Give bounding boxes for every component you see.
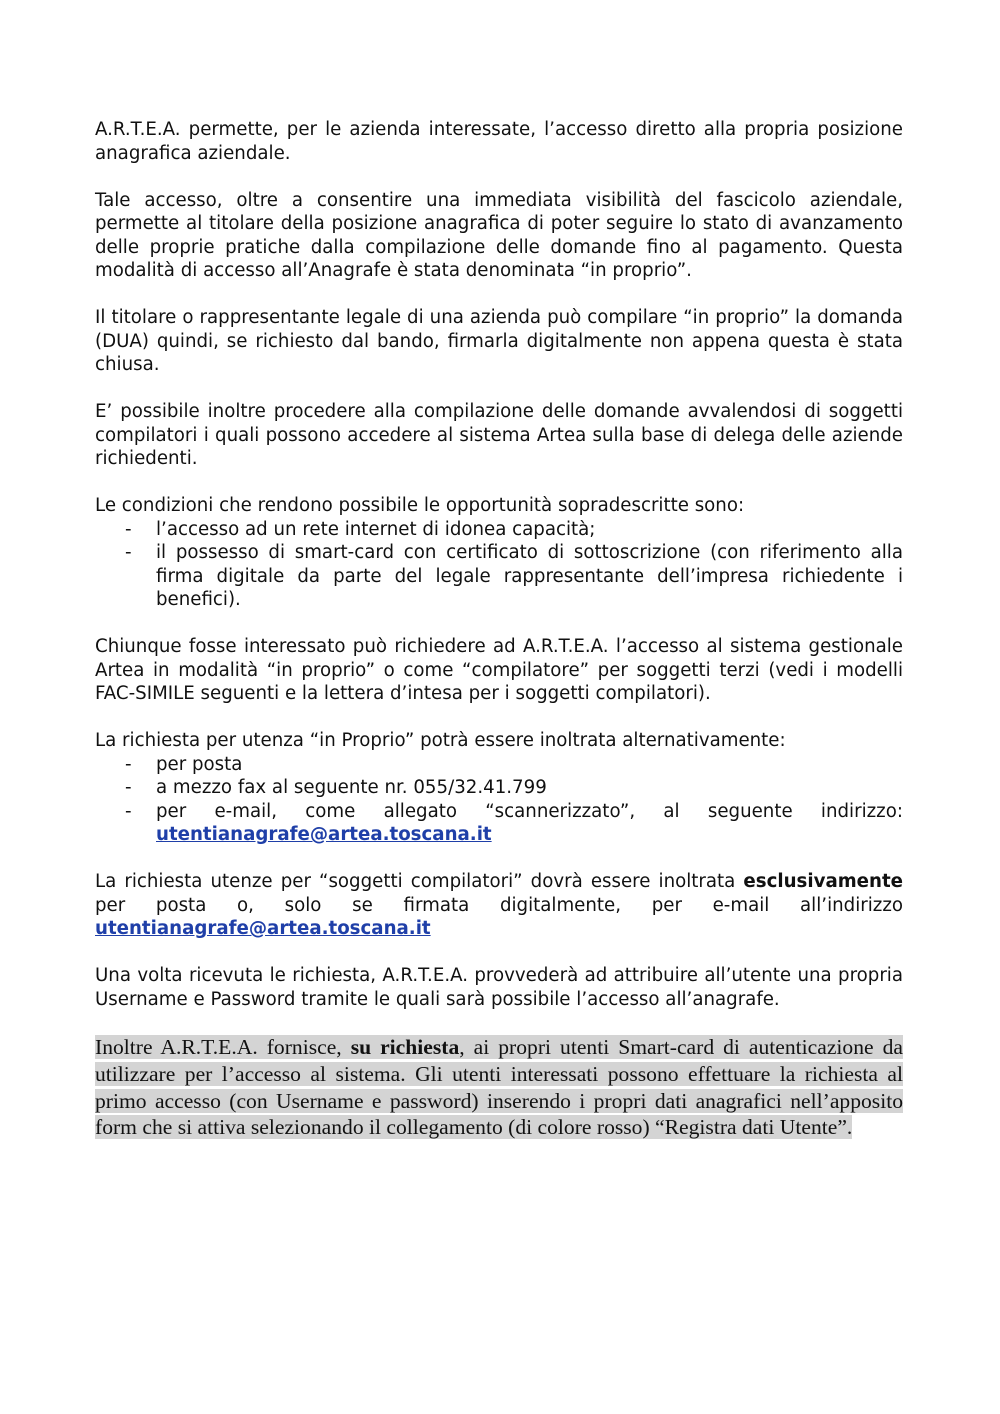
- paragraph-legal-representative: Il titolare o rappresentante legale di una azienda può compilare “in proprio” la domanda (DUA) quindi, se richiesto dal bando, firmarla digitalmente non appena questa è stata chiusa.: [95, 307, 903, 375]
- paragraph-intro: A.R.T.E.A. permette, per le azienda interessate, l’accesso diretto alla propria posizione anagrafica aziendale.: [95, 119, 903, 164]
- list-item: - per posta: [125, 753, 243, 775]
- dash-bullet: -: [125, 777, 132, 798]
- paragraph-credentials: Una volta ricevuta le richiesta, A.R.T.E.A. provvederà ad attribuire all’utente una propria Username e Password tramite le quali sarà possibile l’accesso all’anagrafe.: [95, 965, 903, 1010]
- dash-bullet: -: [125, 753, 132, 775]
- list-item: - per e-mail, come allegato “scannerizzato”, al seguente indirizzo: utentianagrafe@artea.toscana.it: [125, 800, 903, 845]
- paragraph-conditions-intro: Le condizioni che rendono possibile le opportunità sopradescritte sono:: [95, 495, 745, 516]
- dash-bullet: -: [125, 542, 132, 563]
- paragraph-access-description: Tale accesso, oltre a consentire una immediata visibilità del fascicolo aziendale, permette al titolare della posizione anagrafica di poter seguire lo stato di avanzamento delle proprie pratiche dalla compilazione delle domande fino al pagamento. Questa modalità di accesso all’Anagrafe è stata denominata “in proprio”.: [95, 189, 903, 281]
- paragraph-request-methods-intro: La richiesta per utenza “in Proprio” potrà essere inoltrata alternativamente:: [95, 730, 786, 751]
- emphasis-exclusively: esclusivamente: [743, 871, 903, 892]
- paragraph-compilers: E’ possibile inoltre procedere alla compilazione delle domande avvalendosi di soggetti compilatori i quali possono accedere al sistema Artea sulla base di delega delle aziende richiedenti.: [95, 401, 903, 469]
- document-page: [95, 118, 903, 1141]
- paragraph-compilers-request: La richiesta utenze per “soggetti compilatori” dovrà essere inoltrata esclusivamente per posta o, solo se firmata digitalmente, per e-mail all’indirizzo utentianagrafe@artea.toscana.it: [95, 871, 903, 939]
- paragraph-smart-card: Inoltre A.R.T.E.A. fornisce, su richiesta, ai propri utenti Smart-card di autenticazione da utilizzare per l’accesso al sistema. Gli utenti interessati possono effettuare la richiesta al primo accesso (con Username e password) inserendo i propri dati anagrafici nell’apposito form che si attiva selezionando il collegamento (di colore rosso) “Registra dati Utente”.: [95, 1035, 903, 1140]
- request-methods-list: [95, 753, 903, 847]
- paragraph-request-access: Chiunque fosse interessato può richiedere ad A.R.T.E.A. l’accesso al sistema gestionale Artea in modalità “in proprio” o come “compilatore” per soggetti terzi (vedi i modelli FAC-SIMILE seguenti e la lettera d’intesa per i soggetti compilatori).: [95, 636, 903, 704]
- dash-bullet: -: [125, 800, 132, 822]
- emphasis-on-request: su richiesta: [350, 1035, 460, 1059]
- list-item: - l’accesso ad un rete internet di idonea capacità;: [125, 518, 596, 540]
- email-link[interactable]: utentianagrafe@artea.toscana.it: [156, 824, 492, 845]
- email-link[interactable]: utentianagrafe@artea.toscana.it: [95, 918, 431, 939]
- list-item: - il possesso di smart-card con certificato di sottoscrizione (con riferimento alla firma digitale da parte del legale rappresentante dell’impresa richiedente i benefici).: [125, 542, 903, 610]
- dash-bullet: -: [125, 518, 132, 540]
- list-item: - a mezzo fax al seguente nr. 055/32.41.799: [125, 777, 547, 798]
- conditions-list: [95, 518, 903, 612]
